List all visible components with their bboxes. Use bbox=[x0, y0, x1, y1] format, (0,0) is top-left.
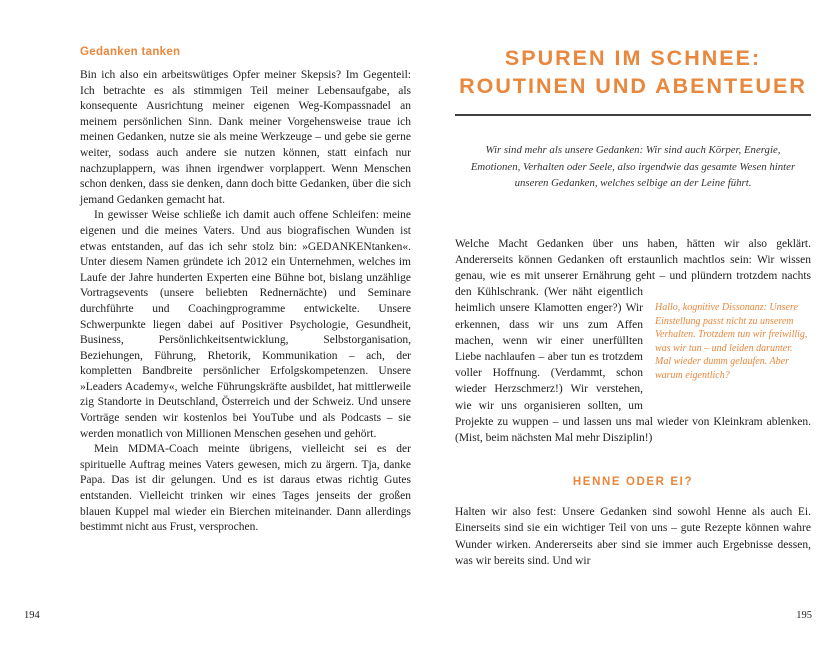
epigraph: Wir sind mehr als unsere Gedanken: Wir sind auch Körper, Energie, Emotionen, Verhalten oder Seele, also irgendwie das gesamte Wesen hinter unseren Gedanken, welches selbige an der Leine führt. bbox=[470, 144, 796, 189]
title-rule bbox=[455, 114, 811, 116]
page-right bbox=[455, 44, 811, 569]
body-paragraph: Mein MDMA-Coach meinte übrigens, vielleicht sei es der spirituelle Auftrag meines Vaters gewesen, mich zu ärgern. Tja, danke Papa. Das ist dir gelungen. Und es ist daraus etwas richtig Gutes entstanden. Vielleicht trinken wir eines Tages jenseits der großen blauen Kuppel mal wieder ein Bierchen miteinander. Dann allerdings bestimmt nicht aus Frust, versprochen. bbox=[80, 443, 411, 534]
body-text-before-note: Welche Macht Gedanken über uns haben, hätten wir also geklärt. Andererseits können Gedanken oft erstaunlich machtlos sein: Wir wissen genau, wie es mit unserer Ernährung geht – und plündern bbox=[455, 237, 811, 282]
body-text-after-note: trotzdem nachts den Kühlschrank. (Wer näht eigentlich heimlich unsere Klamotten enger?) Wir erkennen, dass wir uns zum Affen machen, wenn wir einer unerfüllten Liebe nachlaufen – aber tun es trotzdem voller Hoffnung. (Verdammt, schon wieder Herzschmerz!) Wir verstehen, wie wir uns organisieren sollten, um Projekte zu wuppen – und lassen uns mal wieder von Kleinkram ablenken. (Mist, beim nächsten Mal mehr Disziplin!) bbox=[455, 269, 811, 444]
chapter-title bbox=[455, 44, 811, 100]
chapter-title-line-2: ROUTINEN UND ABENTEUER bbox=[459, 74, 807, 98]
body-paragraph: In gewisser Weise schließe ich damit auch offene Schleifen: meine eigenen und die meines Vaters. Und aus biografischen Wunden ist etwas entstanden, auf das ich sehr stolz bin: »GEDANKENtanken«. Unter diesem Namen gründete ich 2012 ein Unternehmen, welches im Laufe der Jahre hunderten Experten eine Bühne bot, bislang unzählige Vortragsevents (unsere beliebten Rednernächte) und Seminare durchführte und Coachingprogramme entwickelte. Unsere Schwerpunkte liegen dabei auf Positiver Psychologie, Gesundheit, Business, Persönlichkeitsentwicklung, Selbstorganisation, Beziehungen, Führung, Rhetorik, Kommunikation – ach, der kompletten Bandbreite persönlicher Erfolgskompetenzen. Unsere »Leaders Academy«, welche Führungskräfte ausbildet, hat mittlerweile zig Standorte in Deutschland, Österreich und der Schweiz. Und unsere Vorträge senden wir kostenlos bei YouTube und als Podcasts – sie werden monatlich von Millionen Menschen gesehen und gehört. bbox=[80, 209, 411, 440]
page-number-right: 195 bbox=[796, 610, 812, 621]
body-paragraph-with-margin-note bbox=[455, 236, 811, 447]
body-paragraph: Bin ich also ein arbeitswütiges Opfer meiner Skepsis? Im Gegenteil: Ich betrachte es als stimmigen Teil meiner Lebensaufgabe, als konsequente Ausrichtung meiner eigenen Weg-Kompassnadel an meinem persönlichen Sinn. Dank meiner Vorgehensweise traue ich meinen Gedanken, nutze sie als meine Werkzeuge – und gebe sie gerne weiter, sodass auch andere sie nutzen können, statt einfach nur nachzuplappern, was ihnen irgendwer vorplappert. Wenn Menschen schon denken, dass sie denken, dann doch bitte Gedanken, über die sich jemand Gedanken gemacht hat. bbox=[80, 69, 411, 206]
subheading: HENNE ODER EI? bbox=[572, 476, 694, 489]
section-heading: Gedanken tanken bbox=[80, 46, 181, 58]
page-number-left: 194 bbox=[24, 610, 40, 621]
page-left bbox=[80, 46, 411, 536]
margin-note: Hallo, kognitive Dissonanz: Unsere Einstellung passt nicht zu unserem Verhalten. Trotzdem tun wir freiwillig, was wir tun – und leiden darunter. Mal wieder dumm gelaufen. Aber warum eigentlich? bbox=[655, 302, 808, 381]
chapter-title-line-1: SPUREN IM SCHNEE: bbox=[504, 46, 762, 70]
body-paragraph: Halten wir also fest: Unsere Gedanken sind sowohl Henne als auch Ei. Einerseits sind sie ein wichtiger Teil von uns – gute Rezepte können wahre Wunder wirken. Andererseits aber sind sie immer auch Ergebnisse dessen, was wir bereits sind. Und wir bbox=[455, 506, 811, 567]
